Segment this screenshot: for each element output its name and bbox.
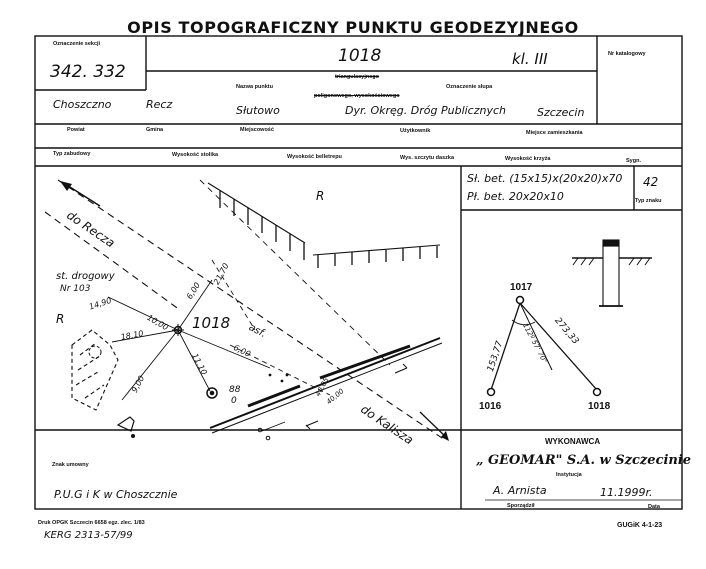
- sign-label: Sygn.: [626, 158, 641, 164]
- kerg-number: KERG 2313-57/99: [44, 530, 133, 541]
- dist-11-10: 11,10: [190, 352, 209, 377]
- date-value: 11.1999r.: [600, 486, 653, 499]
- triangle-angle: 112º 57' 70": [520, 322, 549, 365]
- locality-value: Słutowo: [236, 104, 280, 117]
- pillar-label: Oznaczenie słupa: [446, 84, 493, 90]
- road-edge-upper: [58, 180, 445, 440]
- surveyor-value: A. Arnista: [493, 484, 547, 497]
- triangle-1017: 1017: [510, 282, 533, 293]
- commune-value: Recz: [146, 98, 173, 111]
- district-value: Choszczno: [53, 98, 112, 111]
- sketch-drawing: [45, 180, 449, 441]
- sketch-point-label: 1018: [192, 314, 231, 332]
- dist-14-90: 14,90: [88, 295, 113, 312]
- commune-label: Gmina: [146, 127, 164, 133]
- triangulation-label: triangulacyjnego: [335, 74, 380, 80]
- type-label: Typ zabudowy: [53, 151, 91, 157]
- storage-label: Miejsce zamieszkania: [526, 130, 583, 136]
- field-r-left: R: [56, 312, 65, 326]
- catalog-label: Nr katalogowy: [608, 51, 646, 57]
- asphalt-label: asf.: [246, 322, 268, 341]
- road-recz-label: do Recza: [64, 208, 118, 251]
- dist-40-00: 40,00: [325, 387, 346, 407]
- surveyor-label: Sporządził: [507, 503, 535, 509]
- mark-0: 0: [231, 396, 237, 406]
- triangle-network: [488, 297, 601, 396]
- contractor-value: „ GEOMAR" S.A. w Szczecinie: [476, 453, 692, 468]
- field-r-top: R: [316, 189, 325, 203]
- print-info: Druk OPGK Szczecin 6658 egz. zlec. 1/83: [38, 520, 145, 526]
- section-value: 342. 332: [50, 62, 126, 82]
- stool-label: Wysokość stolika: [172, 152, 219, 158]
- point-number: 1018: [338, 46, 382, 66]
- dist-10-00: 10,00: [145, 313, 170, 333]
- stage-label: Wysokość belletrepu: [287, 154, 342, 160]
- dist-40-05: 40,05: [314, 376, 331, 398]
- date-label: Data: [648, 504, 660, 510]
- user-value: Dyr. Okręg. Dróg Publicznych: [345, 104, 507, 117]
- class-value: kl. III: [512, 50, 548, 68]
- triangle-153-77: 153,77: [486, 340, 506, 374]
- dist-21-70: 21,70: [212, 261, 231, 287]
- contractor-label: WYKONAWCA: [545, 437, 601, 446]
- district-label: Powiat: [67, 127, 85, 133]
- institution-label: Instytucja: [556, 472, 582, 478]
- storage-value: Szczecin: [537, 106, 585, 119]
- triangle-273-33: 273,33: [552, 316, 581, 347]
- road-kalisz-label: do Kalisza: [358, 402, 416, 448]
- locality-label: Miejscowość: [240, 127, 274, 133]
- form-code: GUGiK 4-1-23: [617, 522, 663, 529]
- dist-18-10: 18,10: [120, 329, 145, 342]
- custody-value: P.U.G i K w Choszcznie: [54, 488, 178, 501]
- type-sign-label: Typ znaku: [635, 198, 662, 204]
- mark-88: 88: [229, 385, 241, 395]
- road-edge-lower: [45, 212, 180, 310]
- marker-cross-section: [572, 240, 652, 306]
- sign-legend-label: Znak umowny: [52, 462, 89, 468]
- user-label: Użytkownik: [400, 128, 431, 134]
- section-label: Oznaczenie sekcji: [53, 41, 101, 47]
- form-title: OPIS TOPOGRAFICZNY PUNKTU GEODEZYJNEGO: [127, 18, 579, 37]
- dist-6-00-a: 6,00: [185, 280, 203, 301]
- dist-6-00-b: 6,00: [232, 343, 253, 359]
- type-value: 42: [643, 175, 659, 189]
- board-label: Wys. szczytu daszka: [400, 155, 455, 161]
- cross-label: Wysokość krzyża: [505, 156, 551, 162]
- stone-number: Nr 103: [60, 284, 91, 294]
- stone-label: st. drogowy: [56, 271, 115, 282]
- point-name-label: Nazwa punktu: [236, 84, 273, 90]
- triangle-1016: 1016: [479, 401, 502, 412]
- slup-line: Sł. bet. (15x15)x(20x20)x70: [467, 172, 623, 185]
- plyta-line: Pł. bet. 20x20x10: [467, 190, 564, 203]
- dist-9-00: 9,00: [130, 374, 147, 395]
- polygon-label: poligonowego, wysokościowego: [314, 93, 400, 99]
- triangle-1018: 1018: [588, 401, 611, 412]
